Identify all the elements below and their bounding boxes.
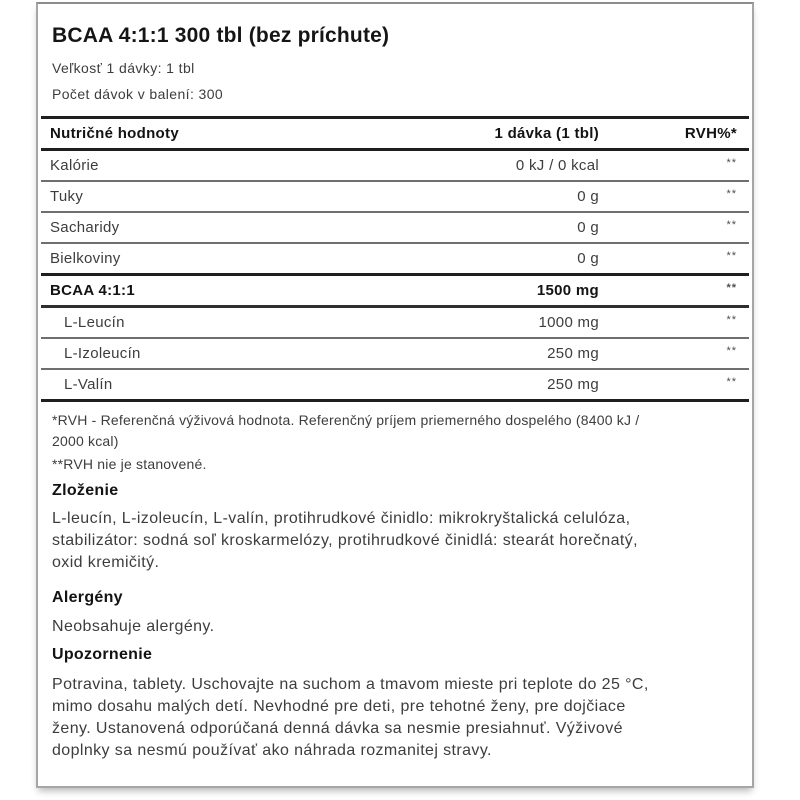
nutrient-rvh: **	[726, 250, 737, 262]
body-line: Neobsahuje alergény.	[52, 618, 215, 635]
table-row-proteins	[41, 244, 749, 276]
nutrient-value: 0 g	[577, 219, 599, 236]
section-heading-ingredients: Zloženie	[52, 482, 119, 499]
section-body-allergens	[52, 616, 738, 638]
body-line: Potravina, tablety. Uschovajte na suchom a tmavom mieste pri teplote do 25 °C,	[52, 676, 649, 693]
product-title: BCAA 4:1:1 300 tbl (bez príchute)	[52, 24, 390, 47]
section-heading-warning: Upozornenie	[52, 646, 153, 663]
serving-size-line: Veľkosť 1 dávky: 1 tbl	[52, 60, 195, 76]
nutrient-value: 1000 mg	[538, 314, 599, 331]
nutrient-name: L-Leucín	[64, 314, 125, 331]
nutrient-name: Tuky	[50, 188, 84, 205]
nutrient-name: BCAA 4:1:1	[50, 282, 135, 299]
table-row-calories	[41, 151, 749, 182]
nutrient-rvh: **	[726, 376, 737, 388]
nutrient-rvh: **	[726, 188, 737, 200]
nutrient-rvh: **	[726, 157, 737, 169]
nutrient-rvh: **	[726, 219, 737, 231]
column-header-rvh: RVH%*	[684, 125, 737, 142]
nutrient-value: 0 g	[577, 188, 599, 205]
section-body-ingredients	[52, 508, 738, 574]
body-line: doplnky sa nesmú používať ako náhrada rozmanitej stravy.	[52, 742, 492, 759]
nutrient-name: L-Valín	[64, 376, 113, 393]
nutrition-table-header	[41, 119, 749, 151]
body-line: oxid kremičitý.	[52, 554, 160, 571]
table-row-fats	[41, 182, 749, 213]
footnote-rvh-not-set: **RVH nie je stanovené.	[52, 456, 207, 472]
body-line: ženy. Ustanovená odporúčaná denná dávka sa nesmie presiahnuť. Výživové	[52, 720, 623, 737]
nutrient-rvh: **	[726, 345, 737, 357]
nutrient-name: Kalórie	[50, 157, 99, 174]
nutrient-name: L-Izoleucín	[64, 345, 141, 362]
body-line: stabilizátor: sodná soľ kroskarmelózy, protihrudkové činidlá: stearát horečnatý,	[52, 532, 638, 549]
body-line: L-leucín, L-izoleucín, L-valín, protihrudkové činidlo: mikrokryštalická celulóza,	[52, 510, 631, 527]
table-row-bcaa-total	[41, 276, 749, 308]
nutrient-name: Bielkoviny	[50, 250, 121, 267]
section-body-warning	[52, 674, 738, 762]
table-row-l-isoleucine	[41, 339, 749, 370]
footnote-rvh-definition	[52, 410, 738, 452]
nutrition-table	[41, 116, 749, 402]
section-heading-allergens: Alergény	[52, 589, 123, 606]
nutrition-label-sheet	[36, 2, 754, 788]
nutrient-value: 250 mg	[547, 376, 599, 393]
table-row-l-leucine	[41, 308, 749, 339]
servings-per-package-line: Počet dávok v balení: 300	[52, 86, 224, 102]
column-header-per-serving: 1 dávka (1 tbl)	[494, 125, 599, 142]
nutrient-value: 250 mg	[547, 345, 599, 362]
body-line: mimo dosahu malých detí. Nevhodné pre deti, pre tehotné ženy, pre dojčiace	[52, 698, 626, 715]
table-row-l-valine	[41, 370, 749, 402]
column-header-nutrient: Nutričné hodnoty	[50, 125, 179, 142]
footnote-line: 2000 kcal)	[52, 433, 119, 449]
nutrient-value: 0 kJ / 0 kcal	[515, 157, 599, 174]
nutrient-rvh: **	[726, 282, 737, 294]
nutrient-name: Sacharidy	[50, 219, 120, 236]
nutrient-value: 0 g	[577, 250, 599, 267]
footnote-line: *RVH - Referenčná výživová hodnota. Referenčný príjem priemerného dospelého (8400 kJ /	[52, 412, 640, 428]
nutrient-rvh: **	[726, 314, 737, 326]
table-row-carbohydrates	[41, 213, 749, 244]
nutrient-value: 1500 mg	[536, 282, 599, 299]
